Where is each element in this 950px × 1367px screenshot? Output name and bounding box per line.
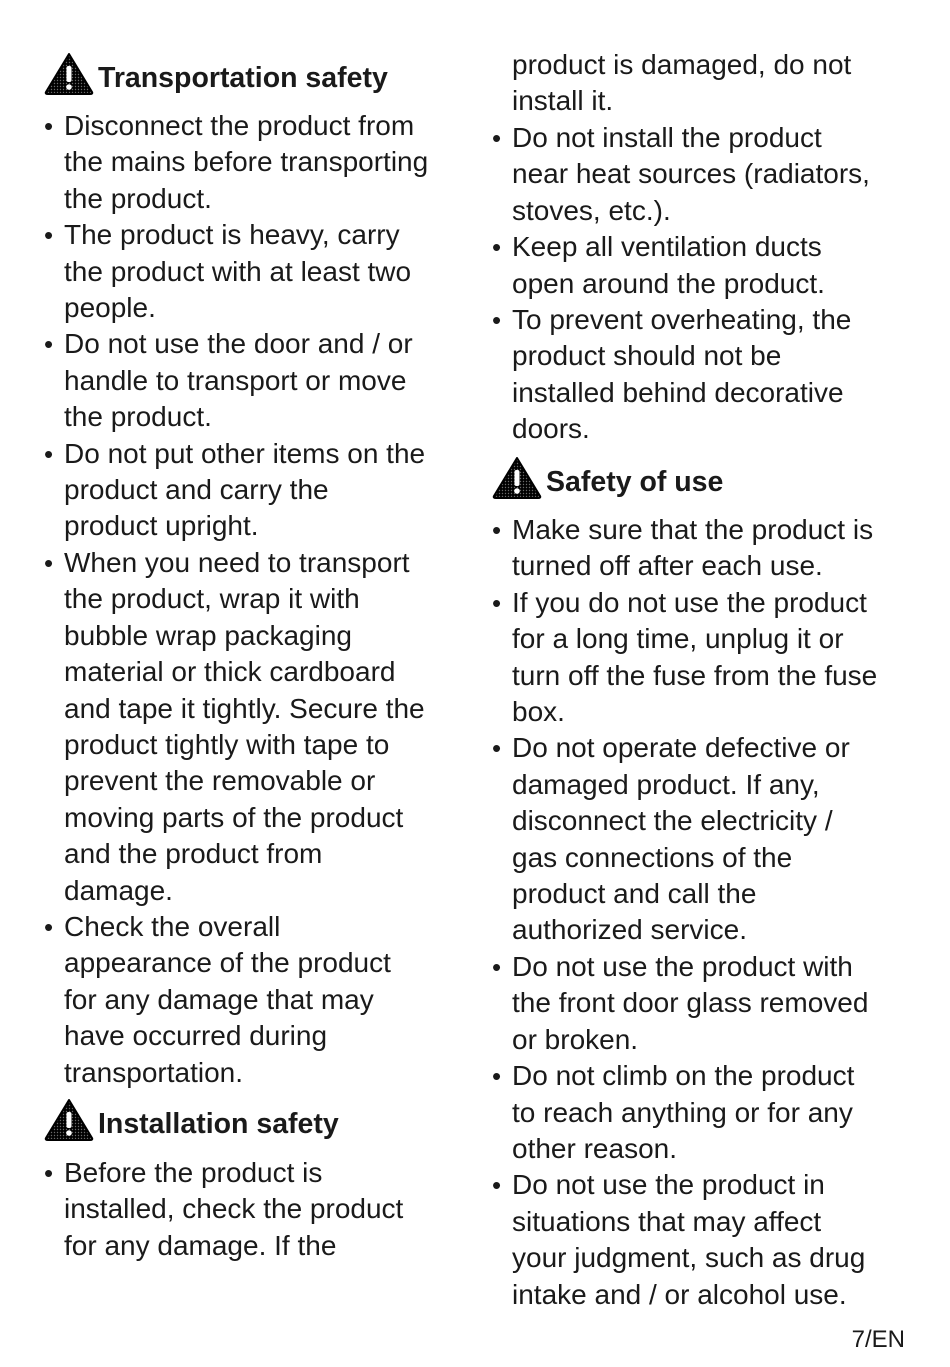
safety-of-use-heading	[492, 456, 723, 500]
list-item: • Do not use the door and / or handle to transport or move the product.	[44, 328, 413, 433]
list-item: • Disconnect the product from the mains before transporting the product.	[44, 110, 429, 214]
list-item: • Do not climb on the product to reach anything or for any other reason.	[492, 1060, 855, 1164]
list-item: • Before the product is installed, check the product for any damage. If the	[44, 1157, 404, 1261]
installation-continued	[492, 47, 851, 120]
warning-triangle-icon	[492, 456, 542, 500]
list-item: • When you need to transport the product, wrap it with bubble wrap packaging material or thick cardboard and tape it tightly. Secure the product tightly with tape to prevent the removable or moving parts of the product and the product from damage.	[44, 546, 425, 906]
list-item: • Do not install the product near heat sources (radiators, stoves, etc.).	[492, 122, 870, 226]
warning-triangle-icon	[44, 52, 94, 96]
list-item: • If you do not use the product for a long time, unplug it or turn off the fuse from the fuse box.	[492, 586, 878, 728]
list-item: • To prevent overheating, the product should not be installed behind decorative doors.	[492, 304, 852, 445]
list-item: • Keep all ventilation ducts open around the product.	[492, 231, 825, 299]
list-item: • Do not use the product with the front door glass removed or broken.	[492, 950, 869, 1055]
list-item: • Do not operate defective or damaged product. If any, disconnect the electricity / gas connections of the product and call the authorized service.	[492, 732, 850, 946]
list-item: • The product is heavy, carry the product with at least two people.	[44, 219, 412, 324]
heading-text: Safety of use	[546, 466, 724, 498]
list-item: • Do not use the product in situations that may affect your judgment, such as drug intake and / or alcohol use.	[492, 1169, 866, 1310]
transportation-safety-heading	[44, 52, 388, 96]
warning-triangle-icon	[44, 1098, 94, 1142]
installation-safety-list-continued	[492, 120, 870, 448]
list-item: • Do not put other items on the product and carry the product upright.	[44, 437, 426, 542]
list-item: • Make sure that the product is turned off after each use.	[492, 514, 874, 582]
list-item: • Check the overall appearance of the product for any damage that may have occurred during transportation.	[44, 910, 391, 1088]
installation-safety-heading	[44, 1098, 339, 1142]
page-number: 7/EN	[851, 1326, 905, 1353]
continued-text: product is damaged, do not install it.	[512, 49, 852, 117]
heading-text: Transportation safety	[98, 62, 388, 94]
heading-text: Installation safety	[98, 1108, 339, 1140]
transportation-safety-list	[44, 108, 428, 1091]
safety-of-use-list	[492, 512, 877, 1313]
installation-safety-list	[44, 1155, 403, 1264]
